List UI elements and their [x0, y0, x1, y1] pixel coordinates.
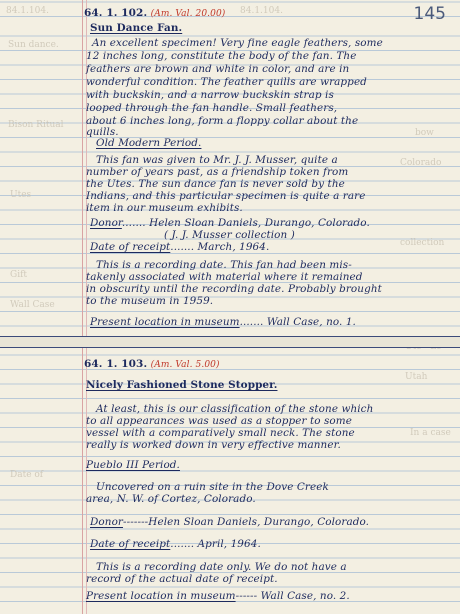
donor-value: -------Helen Sloan Daniels, Durango, Colorado.: [123, 516, 370, 528]
location-line: [86, 590, 350, 602]
margin-line: [82, 0, 83, 614]
description-line: At least, this is our classification of the stone which: [96, 403, 374, 415]
bleed-through-text: bow: [415, 128, 434, 138]
accession-number: 64. 1. 102.: [84, 7, 148, 19]
accession-header: [84, 358, 220, 370]
period-label: Pueblo III Period.: [86, 459, 180, 471]
bleed-through-text: In a case: [410, 428, 451, 438]
description-line: really is worked down in very effective manner.: [86, 439, 341, 451]
bleed-through-text: Gift: [10, 270, 28, 280]
bleed-through-text: 84.1.104.: [240, 6, 283, 16]
note-line: record of the actual date of receipt.: [86, 573, 278, 585]
description-line: wonderful condition. The feather quills are wrapped: [86, 76, 367, 88]
accession-number: 64. 1. 103.: [84, 358, 148, 370]
donor-value: ....... Helen Sloan Daniels, Durango, Colorado.: [121, 217, 370, 229]
bleed-through-text: 84.1.104.: [6, 6, 49, 16]
description-line: looped through the fan handle. Small feathers,: [86, 102, 338, 114]
bleed-through-text: Colorado: [400, 158, 442, 168]
collection-note: ( J. J. Musser collection ): [164, 229, 295, 241]
appraised-value: (Am. Val. 5.00): [150, 360, 220, 370]
description-line: feathers are brown and white in color, and are in: [86, 63, 350, 75]
receipt-label: Date of receipt: [90, 241, 171, 253]
bleed-through-text: Bison Ritual: [8, 120, 64, 130]
receipt-value: ....... March, 1964.: [170, 241, 270, 253]
note-line: takenly associated with material where it remained: [86, 271, 363, 283]
donor-line: [90, 516, 369, 528]
entry-separator: [0, 336, 460, 348]
page-number: 145: [413, 4, 446, 24]
location-label: Present location in museum: [86, 590, 236, 602]
accession-header: [84, 7, 225, 19]
entry-title: Sun Dance Fan.: [90, 22, 183, 34]
description-line: quills.: [86, 126, 119, 138]
location-label: Present location in museum: [90, 316, 240, 328]
bleed-through-text: Utah: [405, 372, 428, 382]
bleed-through-text: Utes: [10, 190, 32, 200]
location-line: [90, 316, 356, 328]
bleed-through-text: Date of: [10, 470, 44, 480]
history-line: Uncovered on a ruin site in the Dove Creek: [96, 481, 329, 493]
history-line: This fan was given to Mr. J. J. Musser, quite a: [96, 154, 338, 166]
location-value: ....... Wall Case, no. 1.: [239, 316, 356, 328]
note-line: in obscurity until the recording date. Probably brought: [86, 283, 382, 295]
receipt-line: [90, 241, 269, 253]
description-line: with buckskin, and a narrow buckskin strap is: [86, 89, 334, 101]
bleed-through-text: Sun dance.: [8, 40, 59, 50]
description-line: 12 inches long, constitute the body of the fan. The: [86, 50, 357, 62]
receipt-line: [90, 538, 261, 550]
note-line: This is a recording date only. We do not have a: [96, 561, 347, 573]
receipt-label: Date of receipt: [90, 538, 171, 550]
history-line: Indians, and this particular specimen is quite a rare: [86, 190, 366, 202]
note-line: This is a recording date. This fan had been mis-: [96, 259, 352, 271]
description-line: vessel with a comparatively small neck. The stone: [86, 427, 355, 439]
donor-label: Donor: [90, 516, 124, 528]
period-label: Old Modern Period.: [96, 137, 202, 149]
note-line: to the museum in 1959.: [86, 295, 214, 307]
history-line: the Utes. The sun dance fan is never sold by the: [86, 178, 345, 190]
description-line: about 6 inches long, form a floppy collar about the: [86, 115, 359, 127]
history-line: area, N. W. of Cortez, Colorado.: [86, 493, 256, 505]
appraised-value: (Am. Val. 20.00): [150, 9, 226, 19]
description-line: An excellent specimen! Very fine eagle feathers, some: [92, 37, 383, 49]
donor-line: [90, 217, 370, 229]
description-line: to all appearances was used as a stopper to some: [86, 415, 352, 427]
entry-title: Nicely Fashioned Stone Stopper.: [86, 379, 278, 391]
bleed-through-text: Wall Case: [10, 300, 55, 310]
location-value: ------ Wall Case, no. 2.: [235, 590, 350, 602]
receipt-value: ....... April, 1964.: [170, 538, 261, 550]
donor-label: Donor: [90, 217, 122, 229]
history-line: item in our museum exhibits.: [86, 202, 243, 214]
history-line: number of years past, as a friendship token from: [86, 166, 349, 178]
bleed-through-text: collection: [400, 238, 445, 248]
